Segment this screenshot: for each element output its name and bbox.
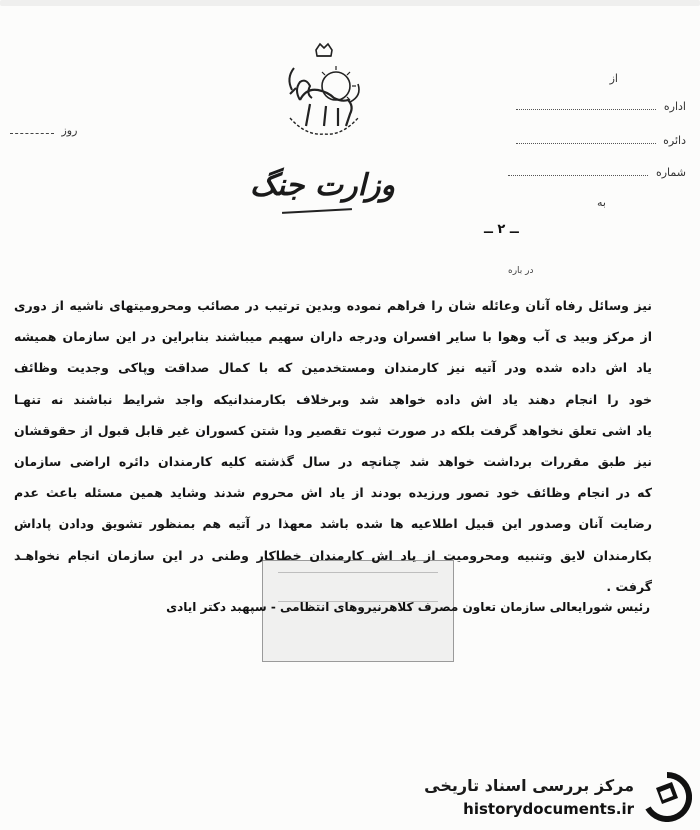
from-label: از xyxy=(609,72,618,85)
day-label: روز xyxy=(61,124,78,137)
body-line: رضایت آنان وصدور این قبیل اطلاعیه ها شده باشد معهذا در آتیه هم بمنظور تشویق ودادن پاداش xyxy=(14,516,652,532)
signature-line: رئیس شورایعالی سازمان تعاون مصرف کلاهرنیروهای انتظامی - سپهبد دکتر ایادی xyxy=(166,600,650,614)
page-number: ــ ۲ ــ xyxy=(484,222,519,237)
body-line: از مرکز وبید ی آب وهوا با سایر افسران ودرجه داران سهیم میباشند بنابراین در این سازمان همیشه xyxy=(14,329,652,345)
ministry-title-flourish xyxy=(282,208,352,214)
body-line: که در انجام وظائف خود تصور ورزیده بودند از یاد اش محروم شدند وشاید همین مسئله باعث عدم xyxy=(14,485,652,501)
body-line: نیز طبق مقررات برداشت خواهد شد چنانچه در سال گذشته کلیه کارمندان دائره اراضی سازمان xyxy=(14,453,652,469)
scan-edge xyxy=(0,0,700,6)
watermark-title: مرکز بررسی اسناد تاریخی xyxy=(424,776,634,795)
body-line: نیز وسائل رفاه آنان وعائله شان را فراهم نموده وبدین ترتیب در مصائب ومحرومیتهای ناشیه از دوری xyxy=(14,298,652,313)
addressee-field xyxy=(597,196,606,209)
number-label: شماره xyxy=(655,166,686,179)
day-field xyxy=(10,124,77,137)
department-blank xyxy=(516,143,656,144)
department-field xyxy=(516,134,686,147)
number-blank xyxy=(508,175,648,176)
archive-logo-icon xyxy=(642,772,692,822)
body-line: گرفت . xyxy=(606,578,652,594)
body-line: بکارمندان لایق وتنبیه ومحرومیت از یاد اش کارمندان خطاکار وطنی در این سازمان انجام نخواهـد xyxy=(14,547,652,563)
archive-watermark xyxy=(416,770,696,824)
number-field xyxy=(508,166,686,179)
addressee-label: به xyxy=(597,196,606,209)
body-line: خود را انجام دهند یاد اش داده خواهد شد وبرخلاف بکارمندانیکه واجد شرایط نباشند نه تنهـا xyxy=(14,391,652,407)
office-blank xyxy=(516,109,656,110)
subject-label: در باره xyxy=(508,266,534,276)
office-field xyxy=(516,100,686,113)
lion-and-sun-emblem-icon xyxy=(276,40,372,140)
letter-body xyxy=(14,290,652,602)
ministry-title: وزارت جنگ xyxy=(250,168,395,203)
body-line: یاد اشی تعلق نخواهد گرفت بلکه در صورت ثبوت تقصیر ودا شتن کسوران غیر قابل قبول از حقوقشان xyxy=(14,422,652,438)
from-field xyxy=(610,72,618,85)
day-blank xyxy=(10,133,54,134)
office-label: اداره xyxy=(663,100,686,113)
body-line: یاد اش داده شده ودر آتیه نیز کارمندان ومستخدمین که با کمال صداقت وپاکی وجدیت وظائف xyxy=(14,360,652,376)
department-label: دائره xyxy=(663,134,686,147)
watermark-url: historydocuments.ir xyxy=(463,800,634,818)
